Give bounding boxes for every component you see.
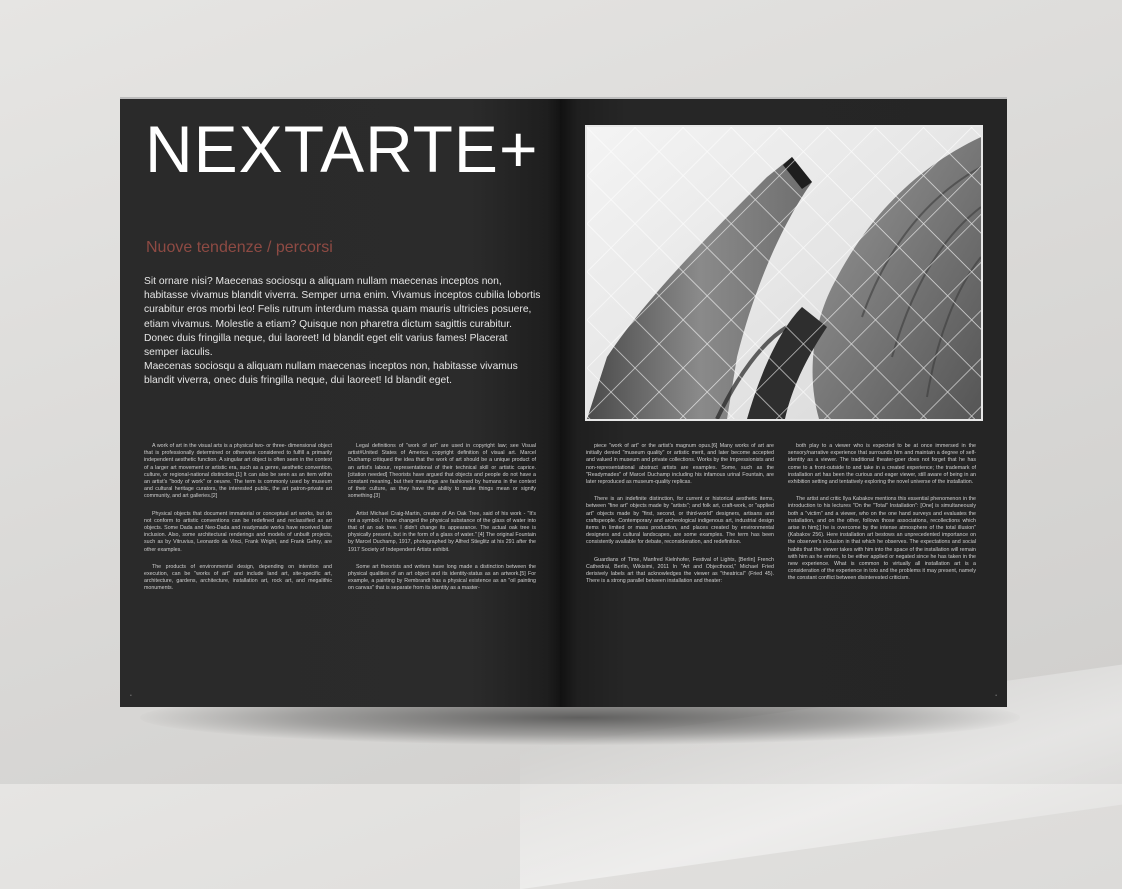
column-paragraph: both play to a viewer who is expected to be at once immersed in the sensory/narrative experience that surrounds him and maintain a degree of self-identity as a viewer. The traditional theater-goer does not forget that he has come to a front-outside to and take in a created experience; the trademark of installation art has been the curious and eager viewer, still aware of being in an exhibition setting and tentatively exploring the novel universe of the installation. [788, 443, 976, 486]
section-subtitle: Nuove tendenze / percorsi [146, 239, 333, 256]
column-paragraph: The products of environmental design, depending on intention and execution, can be "works of art" and include land art, site-specific art, architecture, gardens, architecture, installation art, rock art, and megalithic monuments. [144, 563, 332, 592]
text-column [144, 443, 332, 603]
column-paragraph: A work of art in the visual arts is a physical two- or three- dimensional object that is professionally determined or otherwise considered to fulfill a primarily independent aesthetic function. A singular art object is often seen in the context of a larger art movement or artistic era, such as a genre, aesthetic convention, culture, or regional-national distinction.[1] It can also be seen as an item within an artist's "body of work" or oeuvre. The term is commonly used by museum and cultural heritage curators, the interested public, the art patron-private art community, and art galleries.[2] [144, 443, 332, 500]
intro-text [144, 275, 544, 389]
text-column [788, 443, 976, 593]
column-paragraph: The artist and critic Ilya Kabakov mentions this essential phenomenon in the introduction to his lectures "On the "Total" Installation": [One] is simultaneously both a "victim" and a viewer, who on the one hand surveys and evaluates the installation, and on the other, follows those associations, recollections which arise in him[;] he is overcome by the intense atmosphere of the total illusion" (Kabakov 256). Here installation art bestows an unprecedented importance on the observer's inclusion in that which he observes. The expectations and social habits that the viewer takes with him into the space of the installation will remain with him as he enters, to be either applied or negated since he has taken in the new experience. What is common to virtually all installation art is a consideration of the experience in toto and the problems it may present, namely the constant conflict between disinterested criticism. [788, 496, 976, 582]
intro-paragraph: Maecenas sociosqu a aliquam nullam maecenas inceptos non, habitasse vivamus blandit viverra, onec duis fringilla neque, dui laoreet! Id blandit eget. [144, 361, 518, 387]
text-column [586, 443, 774, 595]
left-page [120, 97, 560, 707]
column-paragraph: Physical objects that document immaterial or conceptual art works, but do not conform to artistic conventions can be redefined and reclassified as art objects. Some Dada and Neo-Dada and readymade works have received later inclusion. Also, some architectural renderings and models of unbuilt projects, such as by Vitruvius, Leonardo da Vinci, Frank Wright, and Frank Gehry, are other examples. [144, 510, 332, 553]
page-mark-dot: • [130, 693, 132, 699]
column-paragraph: Legal definitions of "work of art" are used in copyright law; see Visual artist#United States of America copyright definition of visual art. Marcel Duchamp critiqued the idea that the work of art should be a unique product of an artist's labour, representational of their technical skill or artistic caprice.[citation needed] Theorists have argued that objects and people do not have a constant meaning, but their meanings are fashioned by humans in the context of their culture, as they have the ability to make things mean or signify something.[3] [348, 443, 536, 500]
column-paragraph: Some art theorists and writers have long made a distinction between the physical qualities of an art object and its identity-status as an artwork.[5] For example, a painting by Rembrandt has a physical existence as an "oil painting on canvas" that is separate from its identity as a master- [348, 563, 536, 592]
column-paragraph: Artist Michael Craig-Martin, creator of An Oak Tree, said of his work - "It's not a symbol. I have changed the physical substance of the glass of water into that of an oak tree. I didn't change its appearance. The actual oak tree is physically present, but in the form of a glass of water." [4] The original Fountain by Marcel Duchamp, 1917, photographed by Alfred Stieglitz at his 291 after the 1917 Society of Independent Artists exhibit. [348, 510, 536, 553]
text-column [348, 443, 536, 603]
column-paragraph: piece "work of art" or the artist's magnum opus.[6] Many works of art are initially denied "museum quality" or artistic merit, and later become accepted and valued in museum and private collections. Works by the Impressionists and non-representational abstract artists are examples. Some, such as the "Readymades" of Marcel Duchamp including his infamous urinal Fountain, are later reproduced as museum-quality replicas. [586, 443, 774, 486]
column-paragraph: There is an indefinite distinction, for current or historical aesthetic items, between "fine art" objects made by "artists"; and folk art, craft-work, or "applied art" objects made by "first, second, or third-world" designers, artisans and craftspeople. Contemporary and archeological indigenous art, industrial design items in limited or mass production, and places created by environmental designers and cultural landscapes, are some examples. The term has been consistently available for debate, reconsideration, and redefinition. [586, 496, 774, 546]
architecture-image [587, 127, 981, 419]
intro-paragraph: Sit ornare nisi? Maecenas sociosqu a aliquam nullam maecenas inceptos non, habitasse vivamus blandit viverra. Semper urna enim. Vivamus inceptos cubilia lobortis curabitur eros morbi leo! Felis rutrum interdum massa quam mauris ultricies posuere, etiam vivamus. Molestie a etiam? Quisque non pharetra dictum sagittis curabitur. Donec duis fringilla neque, dui laoreet! Id blandit eget elit varius fames! Placerat semper iaculis. [144, 276, 541, 359]
column-paragraph: Guardians of Time, Manfred Kielnhofer, Festival of Lights, [Berlin] French Cathedral, Berlin, Wikisimi, 2011 In "Art and Objecthood," Michael Fried derisively labels art that acknowledges the viewer as "theatrical" (Fried 45). There is a strong parallel between installation and theater: [586, 556, 774, 585]
page-mark-dot: • [995, 693, 997, 699]
architecture-photo [585, 125, 983, 421]
magazine-title: NEXTARTE+ [145, 112, 539, 186]
right-page [560, 97, 1007, 707]
